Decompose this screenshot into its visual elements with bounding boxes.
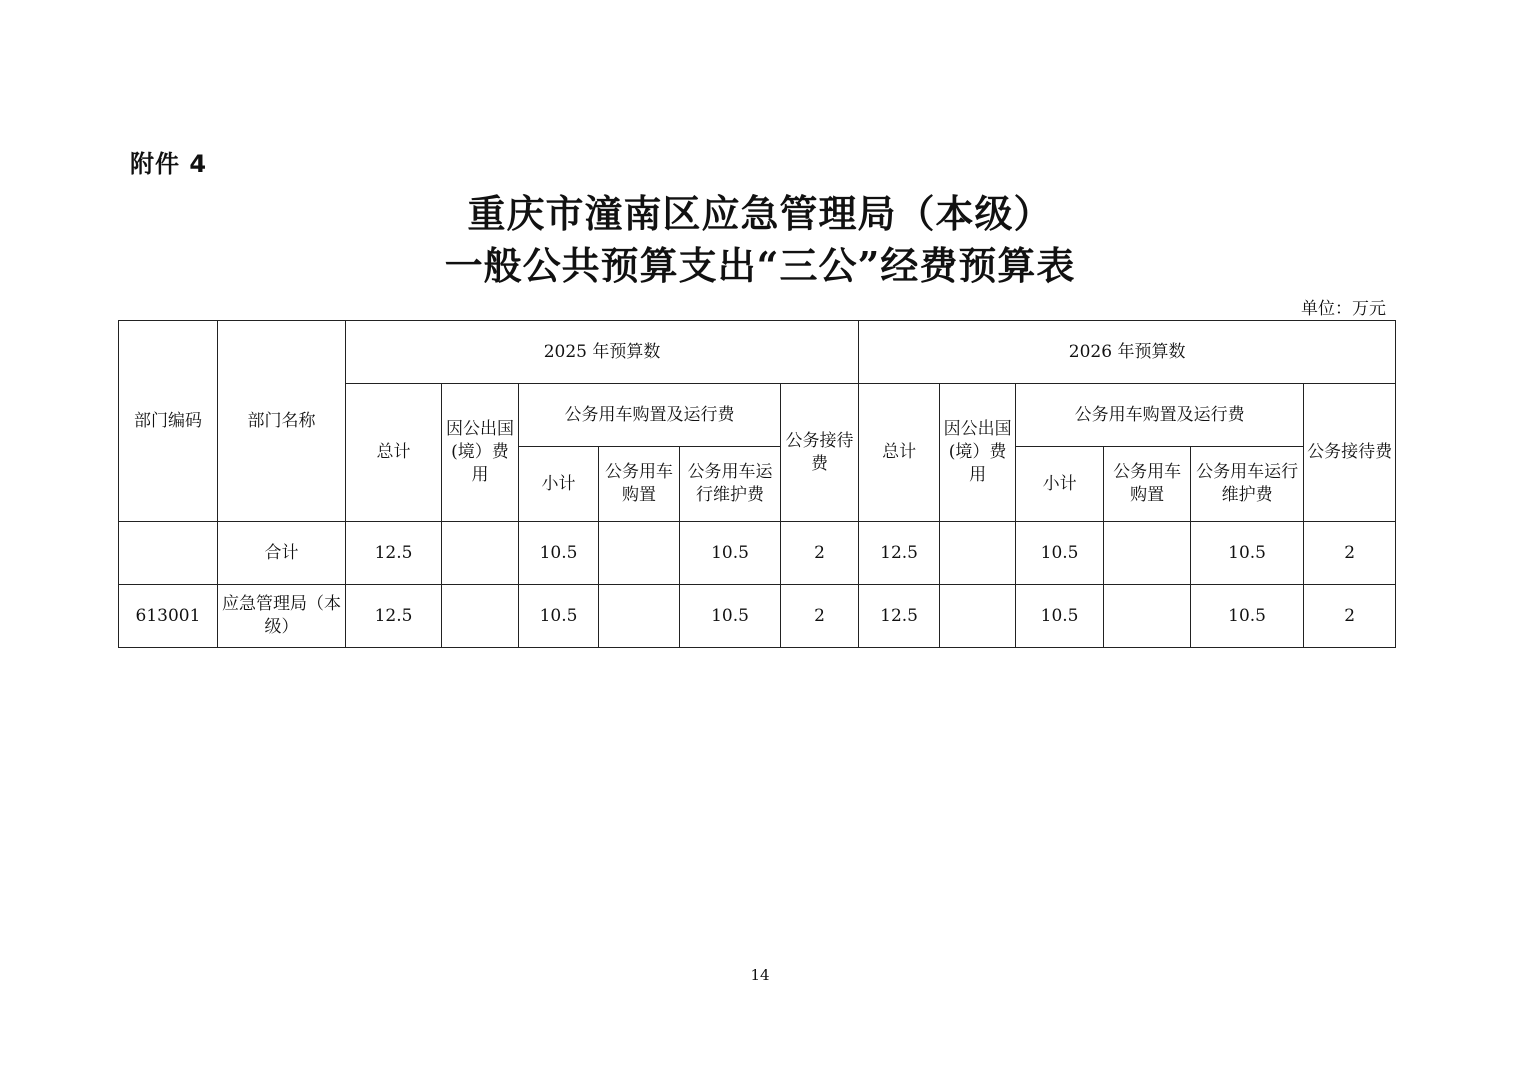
cell-purchase-2026 — [1104, 522, 1191, 585]
cell-maintenance-2026: 10.5 — [1191, 585, 1304, 648]
cell-abroad-2025 — [442, 522, 519, 585]
header-total-2025: 总计 — [346, 384, 442, 522]
header-abroad-2026: 因公出国(境）费用 — [940, 384, 1016, 522]
page-title-line1: 重庆市潼南区应急管理局（本级） — [467, 191, 1053, 236]
header-vehicle-purchase-2026: 公务用车购置 — [1104, 447, 1191, 522]
header-subtotal-2025: 小计 — [519, 447, 599, 522]
cell-reception-2025: 2 — [781, 522, 859, 585]
cell-total-2025: 12.5 — [346, 522, 442, 585]
header-total-2026: 总计 — [859, 384, 940, 522]
header-abroad-2025: 因公出国(境）费用 — [442, 384, 519, 522]
header-reception-2025: 公务接待费 — [781, 384, 859, 522]
header-vehicle-purchase-2025: 公务用车购置 — [599, 447, 680, 522]
cell-maintenance-2025: 10.5 — [680, 585, 781, 648]
page-number: 14 — [750, 966, 770, 984]
cell-abroad-2026 — [940, 522, 1016, 585]
header-year-2026: 2026 年预算数 — [859, 321, 1396, 384]
page-title-line2: 一般公共预算支出“三公”经费预算表 — [444, 243, 1076, 288]
cell-subtotal-2025: 10.5 — [519, 522, 599, 585]
cell-maintenance-2026: 10.5 — [1191, 522, 1304, 585]
cell-purchase-2025 — [599, 522, 680, 585]
cell-total-2025: 12.5 — [346, 585, 442, 648]
header-year-2025: 2025 年预算数 — [346, 321, 859, 384]
header-vehicle-maintenance-2026: 公务用车运行维护费 — [1191, 447, 1304, 522]
cell-purchase-2025 — [599, 585, 680, 648]
budget-table — [118, 320, 1396, 648]
header-dept-code: 部门编码 — [119, 321, 218, 522]
table-row — [119, 585, 1396, 648]
cell-dept-code — [119, 522, 218, 585]
header-row-1 — [119, 321, 1396, 384]
cell-dept-name: 应急管理局（本级） — [218, 585, 346, 648]
header-vehicle-2026: 公务用车购置及运行费 — [1016, 384, 1304, 447]
cell-abroad-2025 — [442, 585, 519, 648]
cell-reception-2025: 2 — [781, 585, 859, 648]
cell-reception-2026: 2 — [1304, 585, 1396, 648]
header-dept-name: 部门名称 — [218, 321, 346, 522]
cell-subtotal-2025: 10.5 — [519, 585, 599, 648]
cell-subtotal-2026: 10.5 — [1016, 522, 1104, 585]
unit-label: 单位：万元 — [1301, 299, 1386, 319]
table-row — [119, 522, 1396, 585]
header-vehicle-2025: 公务用车购置及运行费 — [519, 384, 781, 447]
cell-abroad-2026 — [940, 585, 1016, 648]
cell-dept-name: 合计 — [218, 522, 346, 585]
header-reception-2026: 公务接待费 — [1304, 384, 1396, 522]
attachment-label: 附件 4 — [130, 150, 208, 178]
header-subtotal-2026: 小计 — [1016, 447, 1104, 522]
cell-maintenance-2025: 10.5 — [680, 522, 781, 585]
cell-reception-2026: 2 — [1304, 522, 1396, 585]
cell-total-2026: 12.5 — [859, 522, 940, 585]
cell-purchase-2026 — [1104, 585, 1191, 648]
cell-subtotal-2026: 10.5 — [1016, 585, 1104, 648]
cell-total-2026: 12.5 — [859, 585, 940, 648]
cell-dept-code: 613001 — [119, 585, 218, 648]
header-vehicle-maintenance-2025: 公务用车运行维护费 — [680, 447, 781, 522]
